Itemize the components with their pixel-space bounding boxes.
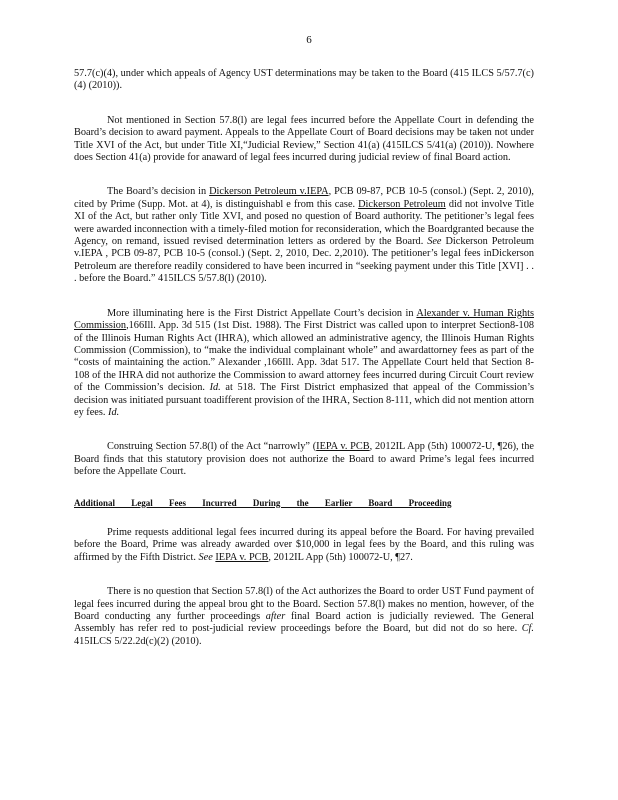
paragraph-appellate-fees: Not mentioned in Section 57.8(l) are legal fees incurred before the Appellate Court in defending the Board’s decision to award payment. Appeals to the Appellate Court of Board decisions may be taken not under Title XVI of the Act, but under Title XI,“Judicial Review,” Section 41(a) (415ILCS 5/41(a) (2010)). Nowhere does Section 41(a) provide for anaward of legal fees incurred during judicial review of final Board action.: [74, 114, 534, 164]
signal-see-2: See: [198, 551, 213, 563]
construing-text-b: , 2012IL App (5th) 100072-U, ¶26), the Board finds that this statutory provision does not authorize the Board to award Prime’s legal fees incurred before the Appellate Court.: [74, 441, 534, 478]
case-citation-alexander: Alexander v. Human Rights Commission: [74, 307, 534, 332]
case-citation-dickerson: Dickerson Petroleum v.IEPA: [209, 186, 329, 198]
signal-cf: Cf.: [521, 623, 534, 635]
construing-text-a: Construing Section 57.8(l) of the Act “narrowly” (: [107, 441, 317, 453]
additional-text-a: Prime requests additional legal fees incurred during its appeal before the Board. For having prevailed before the Board, Prime was already awarded over $10,000 in legal fees by the Board, and this ruling was affirmed by the Fifth District.: [74, 526, 534, 563]
paragraph-continuation: 57.7(c)(4), under which appeals of Agency UST determinations may be taken to the Board (415 ILCS 5/57.7(c)(4) (2010)).: [74, 68, 534, 92]
dickerson-text-d: Dickerson Petroleum v.IEPA , PCB 09-87, PCB 10-5 (consol.) (Sept. 2, 2010, Dec. 2,2010). The petitioner’s legal fees inDickerson Petroleum are therefore readily considered to have been incurred in “seeking payment under this Title [XVI] . . . before the Board.” 415ILCS 5/57.8(l) (2010).: [74, 236, 535, 285]
emphasis-after: after: [265, 611, 286, 622]
signal-id-2: Id.: [108, 406, 120, 418]
paragraph-narrow-construction: [74, 441, 534, 478]
document-body: [74, 68, 534, 648]
dickerson-text-b: , PCB 09-87, PCB 10-5 (consol.) (Sept. 2, 2010), cited by Prime (Supp. Mot. at 4), is distinguishabl e from this case.: [74, 186, 534, 210]
signal-see: See: [427, 236, 442, 248]
paragraph-alexander: [74, 308, 534, 420]
dickerson-text-a: The Board’s decision in: [107, 186, 207, 198]
alexander-text-c: at 518. The First District emphasized that appeal of the Commission’s decision was initiated pursuant toadifferent provision of the IHRA, Section 8-111, which did not mention attorn ey fees.: [74, 382, 534, 418]
noquestion-text-a: There is no question that Section 57.8(l) of the Act authorizes the Board to order UST Fund payment of legal fees incurred during the appeal brou ght to the Board. Section 57.8(l) makes no mention, however, of the Board conducting any further proceedings: [74, 586, 534, 622]
paragraph-dickerson: [74, 186, 534, 285]
additional-text-b: , 2012IL App (5th) 100072-U, ¶27.: [268, 551, 413, 563]
paragraph-no-question: [74, 586, 534, 648]
paragraph-additional-fees: [74, 527, 534, 564]
case-citation-iepa-pcb-2: IEPA v. PCB: [215, 551, 269, 563]
page-number: 6: [306, 34, 312, 46]
alexander-text-b: ,166Ill. App. 3d 515 (1st Dist. 1988). The First District was called upon to interpret Section8-108 of the Illinois Human Rights Act (IHRA), which allowed an administrative agency, the Illinois Human Rights Commission (Commission), to “make the individual complainant whole” and awardattorney fees as part of the “costs of maintaining the action.” Alexander ,166Ill. App. 3dat 517. The Appellate Court held that Section 8-108 of the IHRA did not authorize the Commission to award attorney fees incurred during Circuit Court review of the Commission’s decision.: [74, 320, 534, 394]
dickerson-text-c: did not involve Title XI of the Act, but rather only Title XVI, and posed no question of Board authority. The petitioner’s legal fees were awarded inconnection with a timely-filed motion for reconsideration, which the Boardgranted because the Agency, on remand, issued revised determination letters as ordered by the Board.: [74, 198, 534, 248]
noquestion-text-b: final Board action is judicially reviewed. The General Assembly has refer red to post-judicial review proceedings before the Board, but did not do so here.: [74, 611, 534, 635]
signal-id: Id.: [209, 382, 221, 394]
alexander-text-a: More illuminating here is the First District Appellate Court’s decision in: [107, 307, 414, 319]
case-citation-iepa-pcb: IEPA v. PCB: [316, 441, 370, 453]
case-citation-dickerson-2: Dickerson Petroleum: [358, 198, 446, 210]
section-heading: Additional Legal Fees Incurred During the Earlier Board Proceeding: [74, 497, 452, 508]
noquestion-text-c: 415ILCS 5/22.2d(c)(2) (2010).: [74, 635, 202, 647]
